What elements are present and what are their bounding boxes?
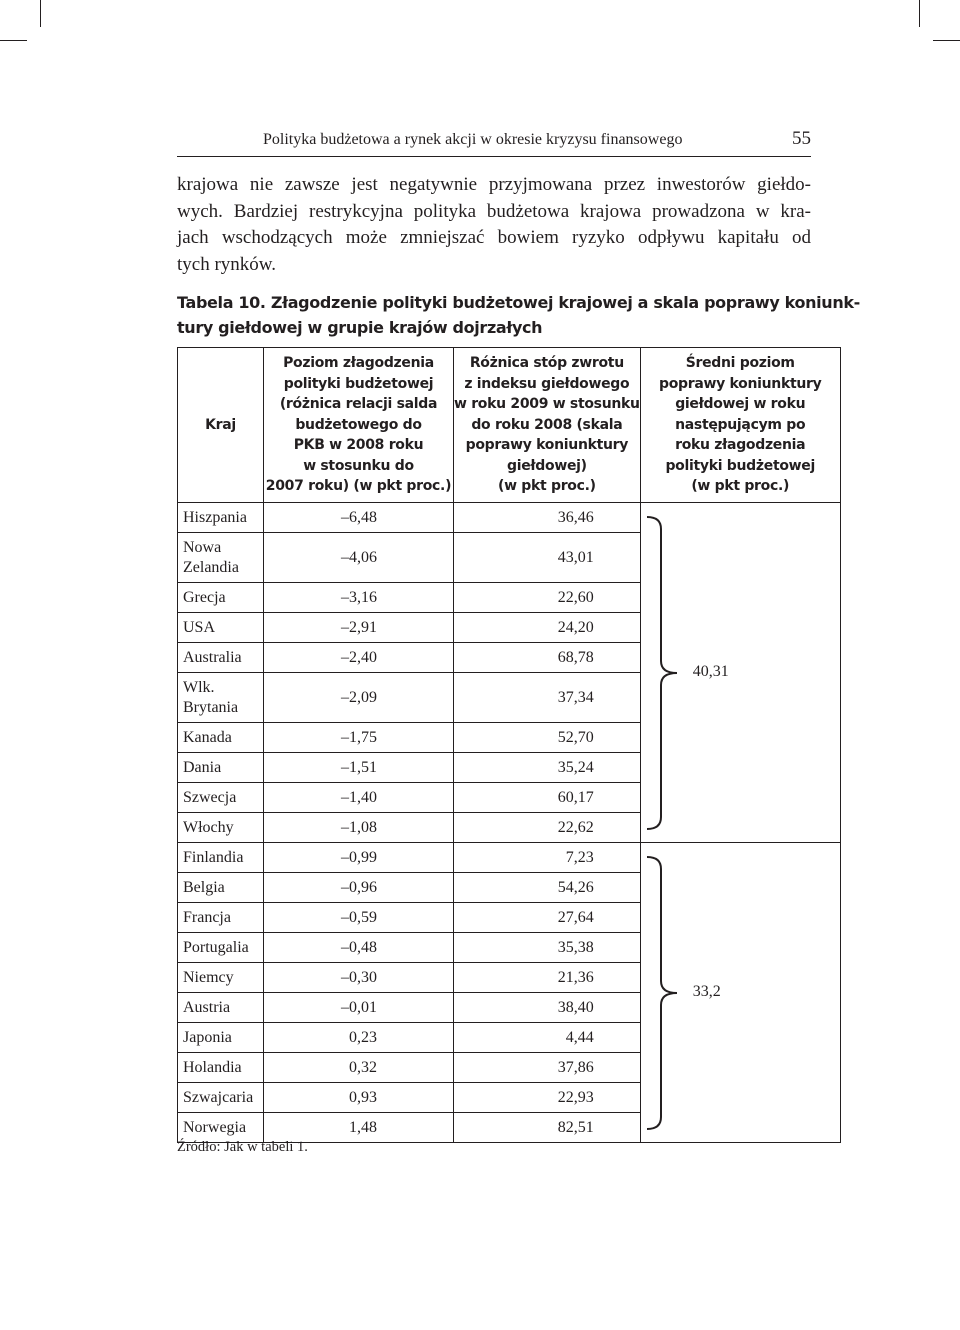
return-difference-cell: 35,38 — [454, 933, 641, 963]
header-average-improvement: Średni poziom poprawy koniunktury giełdowej w roku następującym po roku złagodzenia polityki budżetowej (w pkt proc.) — [640, 348, 840, 503]
curly-brace-icon — [641, 843, 691, 1143]
group-average-value: 33,2 — [692, 983, 721, 1000]
country-cell: Belgia — [178, 873, 264, 903]
country-cell: Dania — [178, 753, 264, 783]
country-cell: Kanada — [178, 723, 264, 753]
return-difference-cell: 68,78 — [454, 643, 641, 673]
country-cell: Szwajcaria — [178, 1083, 264, 1113]
fiscal-easing-cell: –0,30 — [264, 963, 454, 993]
return-difference-cell: 52,70 — [454, 723, 641, 753]
header-country: Kraj — [178, 348, 264, 503]
crop-mark-top-right-h — [933, 40, 960, 41]
return-difference-cell: 37,86 — [454, 1053, 641, 1083]
country-cell: Holandia — [178, 1053, 264, 1083]
country-cell: Wlk. Brytania — [178, 673, 264, 723]
return-difference-cell: 54,26 — [454, 873, 641, 903]
fiscal-easing-cell: –0,48 — [264, 933, 454, 963]
return-difference-cell: 35,24 — [454, 753, 641, 783]
running-header — [177, 128, 811, 157]
caption-line: Tabela 10. Złagodzenie polityki budżetowej krajowej a skala poprawy koniunk- — [177, 293, 860, 312]
header-return-difference: Różnica stóp zwrotu z indeksu giełdowego w roku 2009 w stosunku do roku 2008 (skala poprawy koniunktury giełdowej) (w pkt proc.) — [454, 348, 641, 503]
fiscal-easing-cell: –3,16 — [264, 583, 454, 613]
fiscal-easing-cell: –4,06 — [264, 533, 454, 583]
fiscal-easing-cell: –1,51 — [264, 753, 454, 783]
return-difference-cell: 27,64 — [454, 903, 641, 933]
country-cell: Australia — [178, 643, 264, 673]
fiscal-easing-cell: 0,93 — [264, 1083, 454, 1113]
country-cell: Szwecja — [178, 783, 264, 813]
body-line: wych. Bardziej restrykcyjna polityka budżetowa krajowa prowadzona w kra- — [177, 200, 811, 222]
return-difference-cell: 37,34 — [454, 673, 641, 723]
country-cell: Nowa Zelandia — [178, 533, 264, 583]
fiscal-easing-cell: –2,09 — [264, 673, 454, 723]
fiscal-easing-cell: –2,91 — [264, 613, 454, 643]
return-difference-cell: 4,44 — [454, 1023, 641, 1053]
crop-mark-top-right-v — [919, 0, 920, 27]
crop-mark-top-left-v — [40, 0, 41, 27]
table-row — [178, 503, 841, 533]
caption-line: tury giełdowej w grupie krajów dojrzałych — [177, 318, 543, 337]
group-average-value: 40,31 — [692, 663, 729, 680]
body-line: krajowa nie zawsze jest negatywnie przyjmowana przez inwestorów giełdo- — [177, 174, 811, 195]
return-difference-cell: 22,62 — [454, 813, 641, 843]
table-caption — [177, 290, 860, 340]
return-difference-cell: 36,46 — [454, 503, 641, 533]
country-cell: Austria — [178, 993, 264, 1023]
fiscal-easing-cell: –0,96 — [264, 873, 454, 903]
return-difference-cell: 43,01 — [454, 533, 641, 583]
fiscal-easing-cell: –1,08 — [264, 813, 454, 843]
group-average-cell — [640, 503, 840, 843]
return-difference-cell: 22,60 — [454, 583, 641, 613]
return-difference-cell: 22,93 — [454, 1083, 641, 1113]
body-line: jach wschodzących może zmniejszać bowiem ryzyko odpływu kapitału od — [177, 227, 811, 248]
return-difference-cell: 38,40 — [454, 993, 641, 1023]
table-header-row — [178, 348, 841, 503]
fiscal-easing-cell: 0,32 — [264, 1053, 454, 1083]
return-difference-cell: 60,17 — [454, 783, 641, 813]
group-average-cell — [640, 843, 840, 1143]
crop-mark-top-left-h — [0, 40, 27, 41]
table-row — [178, 843, 841, 873]
country-cell: Niemcy — [178, 963, 264, 993]
fiscal-easing-cell: –6,48 — [264, 503, 454, 533]
country-cell: Grecja — [178, 583, 264, 613]
header-fiscal-easing: Poziom złagodzenia polityki budżetowej (różnica relacji salda budżetowego do PKB w 2008 roku w stosunku do 2007 roku) (w pkt proc.) — [264, 348, 454, 503]
curly-brace-icon — [641, 503, 691, 843]
fiscal-easing-cell: 0,23 — [264, 1023, 454, 1053]
fiscal-easing-cell: –0,01 — [264, 993, 454, 1023]
return-difference-cell: 7,23 — [454, 843, 641, 873]
country-cell: Włochy — [178, 813, 264, 843]
fiscal-easing-cell: –2,40 — [264, 643, 454, 673]
country-cell: Japonia — [178, 1023, 264, 1053]
country-cell: USA — [178, 613, 264, 643]
country-cell: Francja — [178, 903, 264, 933]
country-cell: Portugalia — [178, 933, 264, 963]
fiscal-easing-cell: –1,75 — [264, 723, 454, 753]
data-table — [177, 347, 841, 1143]
return-difference-cell: 82,51 — [454, 1113, 641, 1143]
return-difference-cell: 24,20 — [454, 613, 641, 643]
country-cell: Hiszpania — [178, 503, 264, 533]
body-paragraph — [177, 172, 811, 278]
country-cell: Finlandia — [178, 843, 264, 873]
body-line: tych rynków. — [177, 253, 277, 275]
fiscal-easing-cell: –0,99 — [264, 843, 454, 873]
page-number: 55 — [792, 128, 811, 149]
fiscal-easing-cell: –1,40 — [264, 783, 454, 813]
table-source-note: Źródło: Jak w tabeli 1. — [177, 1139, 308, 1155]
fiscal-easing-cell: –0,59 — [264, 903, 454, 933]
country-cell: Norwegia — [178, 1113, 264, 1143]
return-difference-cell: 21,36 — [454, 963, 641, 993]
running-header-title: Polityka budżetowa a rynek akcji w okresie kryzysu finansowego — [263, 131, 683, 148]
fiscal-easing-cell: 1,48 — [264, 1113, 454, 1143]
